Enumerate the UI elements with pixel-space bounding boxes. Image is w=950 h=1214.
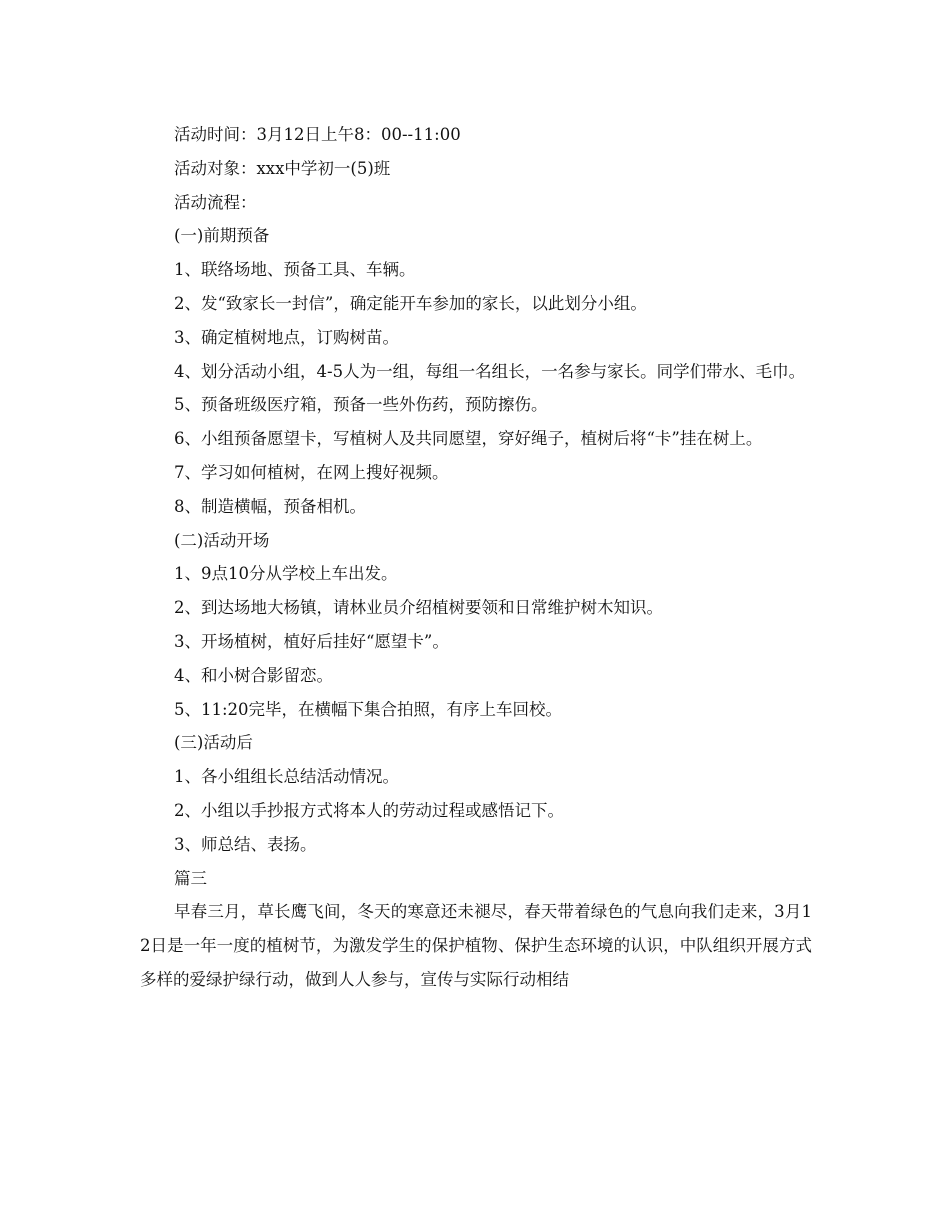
list-item: 1、各小组组长总结活动情况。 [174, 767, 399, 787]
paragraph-activity-time: 活动时间：3月12日上午8：00--11:00 [174, 125, 461, 144]
list-item: 1、联络场地、预备工具、车辆。 [174, 260, 416, 280]
list-item: 3、师总结、表扬。 [174, 834, 317, 854]
list-item: 3、确定植树地点，订购树苗。 [174, 327, 399, 347]
list-item: 5、11:20完毕，在横幅下集合拍照，有序上车回校。 [174, 699, 563, 719]
paragraph-body: 早春三月，草长鹰飞间，冬天的寒意还未褪尽，春天带着绿色的气息向我们走来，3月12日是一年一度的植树节，为激发学生的保护植物、保护生态环境的认识，中队组织开展方式多样的爱绿护绿行动，做到人人参与，宣传与实际行动相结 [140, 902, 812, 989]
section-heading-preparation: (一)前期预备 [174, 226, 270, 246]
list-item: 1、9点10分从学校上车出发。 [174, 564, 398, 584]
list-item: 4、划分活动小组，4-5人为一组，每组一名组长，一名参与家长。同学们带水、毛巾。 [174, 361, 806, 381]
document-body [140, 118, 812, 997]
list-item: 2、小组以手抄报方式将本人的劳动过程或感悟记下。 [174, 800, 564, 820]
list-item: 3、开场植树，植好后挂好“愿望卡”。 [174, 631, 449, 651]
list-item: 8、制造横幅，预备相机。 [174, 496, 366, 516]
list-item: 5、预备班级医疗箱，预备一些外伤药，预防擦伤。 [174, 395, 548, 415]
list-item: 2、到达场地大杨镇，请林业员介绍植树要领和日常维护树木知识。 [174, 598, 663, 618]
section-heading-part-three: 篇三 [174, 868, 207, 888]
section-heading-opening: (二)活动开场 [174, 530, 270, 550]
paragraph-activity-process: 活动流程： [174, 192, 257, 212]
section-heading-after: (三)活动后 [174, 733, 253, 753]
paragraph-activity-target: 活动对象：xxx中学初一(5)班 [174, 158, 391, 178]
list-item: 6、小组预备愿望卡，写植树人及共同愿望，穿好绳子，植树后将“卡”挂在树上。 [174, 429, 763, 449]
list-item: 2、发“致家长一封信”，确定能开车参加的家长，以此划分小组。 [174, 293, 647, 313]
list-item: 4、和小树合影留恋。 [174, 665, 333, 685]
list-item: 7、学习如何植树，在网上搜好视频。 [174, 462, 449, 482]
